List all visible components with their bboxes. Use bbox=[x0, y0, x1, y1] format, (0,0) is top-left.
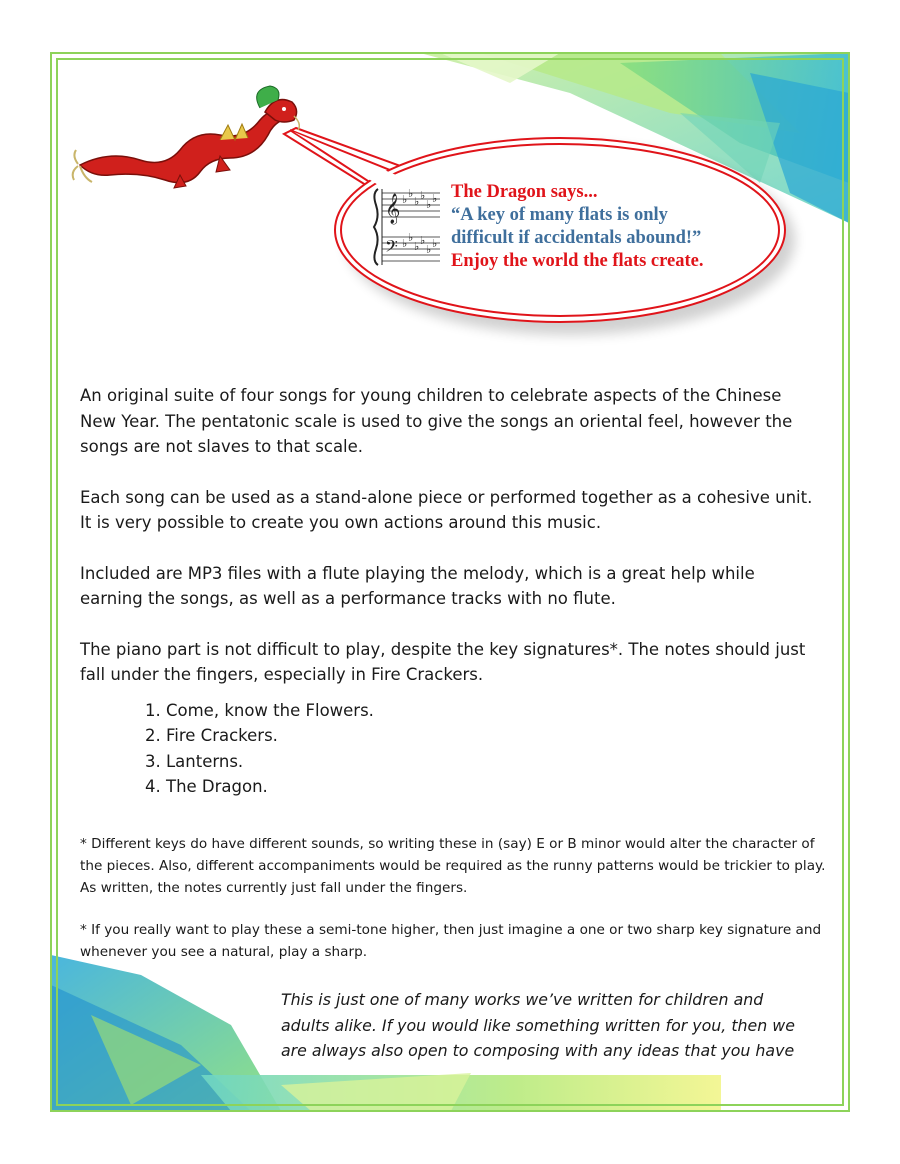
piano-paragraph: The piano part is not difficult to play, despite the key signatures*. The notes should just fall under the fingers, especially in Fire Crackers. bbox=[80, 639, 806, 684]
svg-text:♭: ♭ bbox=[432, 237, 438, 250]
list-item: 4. The Dragon. bbox=[145, 777, 268, 796]
svg-text:𝄢: 𝄢 bbox=[385, 236, 398, 260]
closing-line-2: adults alike. If you would like something written for you, then we bbox=[281, 1015, 795, 1035]
quote-line-1: The Dragon says... bbox=[451, 182, 598, 202]
svg-text:♭: ♭ bbox=[414, 240, 420, 253]
closing-note bbox=[281, 987, 841, 1064]
svg-text:♭: ♭ bbox=[402, 193, 408, 206]
dragon-illustration-icon bbox=[70, 80, 300, 190]
svg-text:♭: ♭ bbox=[420, 234, 426, 247]
mp3-paragraph: Included are MP3 files with a flute playing the melody, which is a great help while earning the songs, as well as a performance tracks with no flute. bbox=[80, 563, 755, 608]
svg-text:♭: ♭ bbox=[408, 231, 414, 244]
dragon-quote bbox=[451, 181, 781, 273]
closing-line-3: are always also open to composing with any ideas that you have bbox=[281, 1041, 795, 1060]
footnote-keys: * Different keys do have different sounds, so writing these in (say) E or B minor would alter the character of the pieces. Also, different accompaniments would be required as the runny patterns would be trickier to play. As written, the notes currently just fall under the fingers. bbox=[80, 836, 826, 896]
list-item: 3. Lanterns. bbox=[145, 751, 244, 771]
list-item: 1. Come, know the Flowers. bbox=[145, 700, 374, 720]
quote-line-4: Enjoy the world the flats create. bbox=[451, 251, 704, 271]
list-item: 2. Fire Crackers. bbox=[145, 726, 278, 745]
description bbox=[80, 383, 820, 800]
flat-key-signature-staff-icon bbox=[372, 183, 444, 271]
footnote-semitone: * If you really want to play these a semi-tone higher, then just imagine a one or two sharp key signature and whenever you see a natural, play a sharp. bbox=[80, 922, 822, 960]
quote-line-2: “A key of many flats is only bbox=[451, 205, 668, 225]
svg-text:𝄞: 𝄞 bbox=[385, 194, 401, 224]
svg-text:♭: ♭ bbox=[432, 192, 438, 205]
svg-text:♭: ♭ bbox=[426, 243, 432, 256]
quote-line-3: difficult if accidentals abound!” bbox=[451, 228, 702, 248]
intro-paragraph: An original suite of four songs for young children to celebrate aspects of the Chinese New Year. The pentatonic scale is used to give the songs an oriental feel, however the songs are not slaves to that scale. bbox=[80, 386, 793, 456]
svg-text:♭: ♭ bbox=[414, 195, 420, 208]
svg-text:♭: ♭ bbox=[402, 237, 408, 250]
svg-text:♭: ♭ bbox=[420, 189, 426, 202]
svg-text:♭: ♭ bbox=[426, 198, 432, 211]
svg-text:♭: ♭ bbox=[408, 187, 414, 200]
footnotes bbox=[80, 833, 830, 983]
song-list bbox=[145, 698, 820, 800]
closing-line-1: This is just one of many works we’ve written for children and bbox=[281, 990, 764, 1009]
standalone-paragraph: Each song can be used as a stand-alone piece or performed together as a cohesive unit. It is very possible to create you own actions around this music. bbox=[80, 487, 813, 532]
